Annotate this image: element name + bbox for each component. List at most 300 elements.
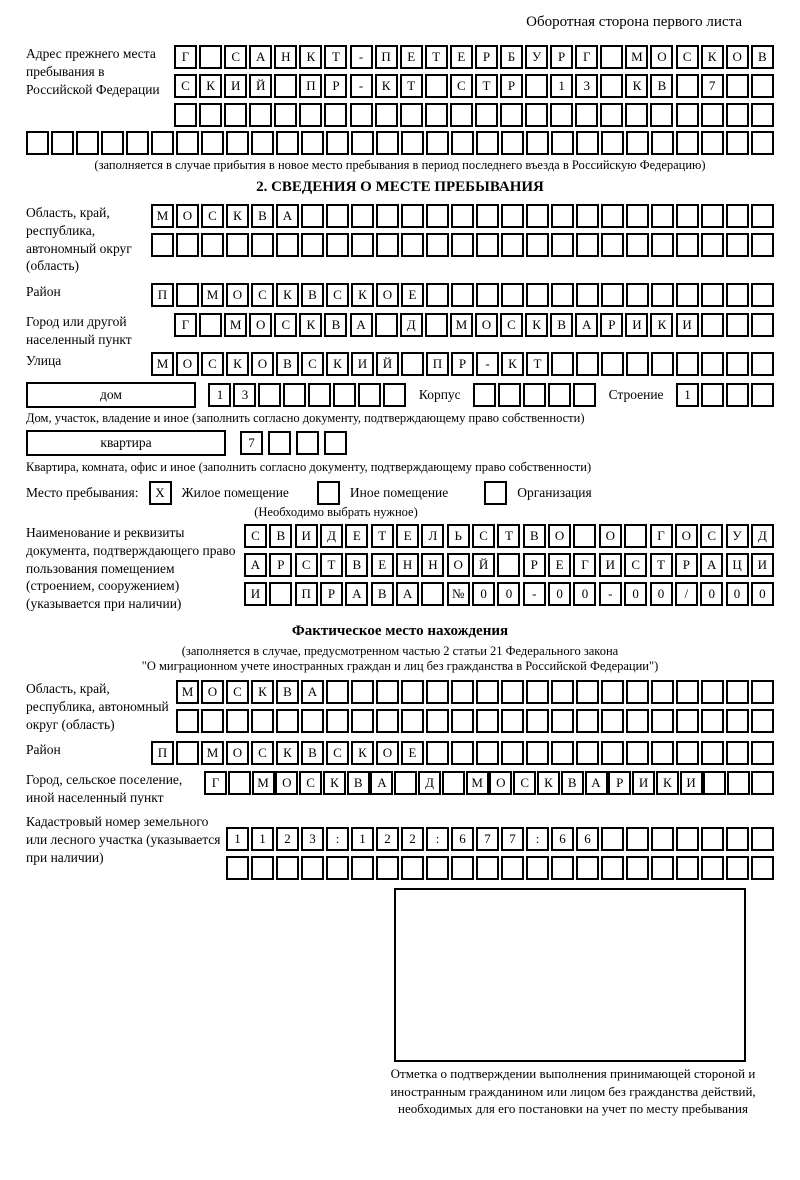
char-cell: 7: [701, 74, 724, 98]
char-cell: [426, 283, 449, 307]
mesto-note: (Необходимо выбрать нужное): [254, 504, 418, 519]
char-cell: [601, 283, 624, 307]
char-cell: [726, 74, 749, 98]
char-cell: [576, 680, 599, 704]
char-cell: [651, 352, 674, 376]
char-cell: О: [226, 741, 249, 765]
char-cell: [351, 204, 374, 228]
char-cell: В: [251, 204, 274, 228]
char-cell: :: [426, 827, 449, 851]
opt-inoe-label: Иное помещение: [349, 484, 449, 500]
char-cell: [551, 131, 574, 155]
char-cell: В: [276, 352, 299, 376]
dom-row: [26, 382, 774, 408]
cell-row-doc-1: [244, 524, 774, 548]
doc-label: Наименование и реквизиты документа, подтверждающего право пользования помещением (строением, сооружением) (указывается при наличии): [26, 524, 236, 612]
char-cell: С: [224, 45, 247, 69]
form-page: [26, 0, 774, 1118]
char-cell: К: [251, 680, 274, 704]
char-cell: 0: [548, 582, 571, 606]
char-cell: [426, 709, 449, 733]
fakt-raion-label: Район: [26, 742, 61, 758]
char-cell: С: [500, 313, 523, 337]
char-cell: [451, 233, 474, 257]
char-cell: [251, 856, 274, 880]
fakt-note1: (заполняется в случае, предусмотренном частью 2 статьи 21 Федерального закона: [181, 643, 619, 658]
char-cell: [626, 680, 649, 704]
char-cell: 6: [576, 827, 599, 851]
char-cell: П: [151, 283, 174, 307]
char-cell: Ь: [447, 524, 470, 548]
char-cell: [626, 131, 649, 155]
char-cell: [651, 131, 674, 155]
char-cell: [626, 352, 649, 376]
char-cell: О: [475, 313, 498, 337]
char-cell: Н: [396, 553, 419, 577]
char-cell: [301, 204, 324, 228]
char-cell: 7: [240, 431, 263, 455]
char-cell: 1: [226, 827, 249, 851]
char-cell: [199, 45, 222, 69]
char-cell: [226, 131, 249, 155]
cell-row-fakt-oblast-2: [176, 709, 774, 733]
char-cell: [701, 741, 724, 765]
char-cell: А: [301, 680, 324, 704]
char-cell: [676, 283, 699, 307]
dom-note: Дом, участок, владение и иное (заполнить согласно документу, подтверждающему право собственности): [26, 410, 585, 425]
char-cell: [651, 233, 674, 257]
char-cell: [676, 741, 699, 765]
char-cell: О: [489, 771, 512, 795]
char-cell: 1: [550, 74, 573, 98]
char-cell: С: [295, 553, 318, 577]
char-cell: И: [632, 771, 655, 795]
char-cell: :: [526, 827, 549, 851]
mesto-label: Место пребывания:: [26, 484, 139, 500]
char-cell: В: [269, 524, 292, 548]
char-cell: [651, 827, 674, 851]
char-cell: [576, 352, 599, 376]
char-cell: П: [295, 582, 318, 606]
char-cell: Т: [324, 45, 347, 69]
char-cell: [224, 103, 247, 127]
char-cell: [228, 771, 251, 795]
char-cell: [326, 204, 349, 228]
char-cell: [296, 431, 319, 455]
char-cell: К: [226, 352, 249, 376]
char-cell: [176, 233, 199, 257]
char-cell: [251, 233, 274, 257]
kvartira-row: [26, 430, 774, 456]
char-cell: [726, 131, 749, 155]
char-cell: А: [700, 553, 723, 577]
char-cell: [283, 383, 306, 407]
char-cell: [501, 856, 524, 880]
char-cell: [401, 352, 424, 376]
char-cell: [626, 827, 649, 851]
char-cell: -: [599, 582, 622, 606]
kvartira-cells: [240, 431, 347, 455]
char-cell: С: [299, 771, 322, 795]
char-cell: [351, 709, 374, 733]
char-cell: Д: [418, 771, 441, 795]
char-cell: [726, 103, 749, 127]
char-cell: В: [347, 771, 370, 795]
char-cell: [326, 233, 349, 257]
char-cell: К: [276, 741, 299, 765]
char-cell: О: [176, 352, 199, 376]
char-cell: [573, 383, 596, 407]
char-cell: Й: [376, 352, 399, 376]
char-cell: [476, 856, 499, 880]
char-cell: [576, 709, 599, 733]
char-cell: 0: [472, 582, 495, 606]
char-cell: [276, 856, 299, 880]
cell-row-kadastr-1: [226, 827, 774, 851]
cell-row-fakt-raion: [151, 741, 774, 765]
char-cell: Е: [400, 45, 423, 69]
field-gorod: [26, 313, 774, 349]
char-cell: [751, 352, 774, 376]
char-cell: Й: [249, 74, 272, 98]
char-cell: С: [251, 283, 274, 307]
char-cell: [394, 771, 417, 795]
char-cell: Д: [751, 524, 774, 548]
char-cell: [726, 827, 749, 851]
cell-row-raion: [151, 283, 774, 307]
char-cell: К: [199, 74, 222, 98]
char-cell: [651, 204, 674, 228]
field-fakt-oblast: [26, 680, 774, 733]
char-cell: [501, 283, 524, 307]
char-cell: М: [252, 771, 275, 795]
char-cell: [274, 103, 297, 127]
oblast-rows: [151, 204, 774, 257]
cell-row-fakt-oblast-1: [176, 680, 774, 704]
char-cell: Ц: [726, 553, 749, 577]
char-cell: И: [680, 771, 703, 795]
char-cell: [375, 103, 398, 127]
char-cell: [551, 283, 574, 307]
char-cell: [548, 383, 571, 407]
char-cell: /: [675, 582, 698, 606]
char-cell: Е: [548, 553, 571, 577]
char-cell: [751, 771, 774, 795]
char-cell: [501, 680, 524, 704]
char-cell: [498, 383, 521, 407]
char-cell: [501, 233, 524, 257]
char-cell: О: [599, 524, 622, 548]
char-cell: [526, 680, 549, 704]
char-cell: [383, 383, 406, 407]
char-cell: [451, 204, 474, 228]
char-cell: О: [251, 352, 274, 376]
char-cell: 0: [497, 582, 520, 606]
char-cell: О: [548, 524, 571, 548]
char-cell: К: [226, 204, 249, 228]
dom-cells: [208, 383, 406, 407]
char-cell: Т: [400, 74, 423, 98]
char-cell: [497, 553, 520, 577]
prev-address-rows: [174, 45, 774, 127]
char-cell: [426, 741, 449, 765]
section2-title: 2. СВЕДЕНИЯ О МЕСТЕ ПРЕБЫВАНИЯ: [256, 179, 544, 195]
char-cell: Р: [675, 553, 698, 577]
char-cell: [376, 233, 399, 257]
char-cell: М: [201, 741, 224, 765]
char-cell: [301, 856, 324, 880]
ulitsa-label: Улица: [26, 352, 62, 368]
char-cell: [576, 131, 599, 155]
char-cell: [376, 680, 399, 704]
char-cell: 7: [476, 827, 499, 851]
checkbox-org: [484, 481, 507, 505]
char-cell: 6: [551, 827, 574, 851]
field-ulitsa: [26, 352, 774, 376]
char-cell: [601, 233, 624, 257]
char-cell: Г: [174, 45, 197, 69]
char-cell: [525, 103, 548, 127]
char-cell: [651, 856, 674, 880]
char-cell: [26, 131, 49, 155]
char-cell: С: [450, 74, 473, 98]
char-cell: [701, 856, 724, 880]
cell-row-oblast-1: [151, 204, 774, 228]
char-cell: Т: [371, 524, 394, 548]
char-cell: [550, 103, 573, 127]
char-cell: [426, 131, 449, 155]
char-cell: С: [513, 771, 536, 795]
char-cell: [475, 103, 498, 127]
char-cell: [726, 352, 749, 376]
cell-row-prev-1: [174, 45, 774, 69]
char-cell: [526, 233, 549, 257]
char-cell: Г: [174, 313, 197, 337]
char-cell: [476, 741, 499, 765]
char-cell: [676, 103, 699, 127]
char-cell: [551, 204, 574, 228]
char-cell: Д: [400, 313, 423, 337]
char-cell: Р: [320, 582, 343, 606]
char-cell: Р: [523, 553, 546, 577]
field-oblast: [26, 204, 774, 275]
char-cell: С: [201, 204, 224, 228]
char-cell: 1: [351, 827, 374, 851]
char-cell: [751, 103, 774, 127]
cell-row-prev-2: [174, 74, 774, 98]
char-cell: [421, 582, 444, 606]
opt-org-label: Организация: [517, 484, 592, 500]
char-cell: А: [244, 553, 267, 577]
char-cell: А: [370, 771, 393, 795]
cell-row-doc-2: [244, 553, 774, 577]
char-cell: В: [650, 74, 673, 98]
char-cell: Е: [345, 524, 368, 548]
char-cell: [526, 283, 549, 307]
char-cell: С: [174, 74, 197, 98]
char-cell: К: [501, 352, 524, 376]
char-cell: [751, 383, 774, 407]
char-cell: [201, 233, 224, 257]
char-cell: [676, 204, 699, 228]
char-cell: [551, 680, 574, 704]
char-cell: [326, 131, 349, 155]
stroenie-label: Строение: [608, 386, 664, 402]
char-cell: [176, 741, 199, 765]
char-cell: [476, 283, 499, 307]
stamp-caption: Отметка о подтверждении выполнения принимающей стороной и иностранным гражданином или лицом без гражданства действий, необходимых для его постановки на учет по месту пребывания: [390, 1066, 756, 1117]
char-cell: [751, 74, 774, 98]
char-cell: [526, 131, 549, 155]
char-cell: 1: [208, 383, 231, 407]
char-cell: [268, 431, 291, 455]
char-cell: Г: [650, 524, 673, 548]
char-cell: [701, 827, 724, 851]
char-cell: [401, 131, 424, 155]
char-cell: О: [201, 680, 224, 704]
char-cell: [426, 204, 449, 228]
char-cell: [201, 131, 224, 155]
char-cell: 7: [501, 827, 524, 851]
char-cell: [651, 709, 674, 733]
char-cell: Е: [401, 283, 424, 307]
char-cell: Т: [497, 524, 520, 548]
char-cell: [401, 680, 424, 704]
char-cell: С: [251, 741, 274, 765]
korpus-cells: [473, 383, 596, 407]
char-cell: М: [466, 771, 489, 795]
char-cell: [249, 103, 272, 127]
fakt-gorod-label: Город, сельское поселение, иной населенный пункт: [26, 772, 183, 806]
char-cell: [551, 856, 574, 880]
char-cell: [651, 283, 674, 307]
char-cell: Р: [608, 771, 631, 795]
field-prev-address: [26, 45, 774, 127]
char-cell: С: [326, 283, 349, 307]
field-doc: [26, 524, 774, 613]
kvartira-box: квартира: [26, 430, 226, 456]
char-cell: П: [299, 74, 322, 98]
char-cell: 6: [451, 827, 474, 851]
char-cell: [376, 709, 399, 733]
char-cell: М: [176, 680, 199, 704]
char-cell: [324, 103, 347, 127]
char-cell: И: [351, 352, 374, 376]
char-cell: [573, 524, 596, 548]
char-cell: Л: [421, 524, 444, 548]
field-kadastr: [26, 813, 774, 880]
char-cell: У: [726, 524, 749, 548]
kadastr-rows: [226, 813, 774, 880]
char-cell: [726, 741, 749, 765]
char-cell: [624, 524, 647, 548]
char-cell: С: [326, 741, 349, 765]
char-cell: [676, 709, 699, 733]
char-cell: С: [301, 352, 324, 376]
char-cell: [451, 131, 474, 155]
cell-row-prev-3: [174, 103, 774, 127]
char-cell: П: [375, 45, 398, 69]
prev-address-label: Адрес прежнего места пребывания в Российской Федерации: [26, 46, 160, 97]
char-cell: 1: [251, 827, 274, 851]
char-cell: П: [426, 352, 449, 376]
char-cell: [484, 481, 507, 505]
char-cell: [726, 233, 749, 257]
char-cell: [151, 233, 174, 257]
char-cell: [651, 741, 674, 765]
char-cell: 3: [575, 74, 598, 98]
char-cell: К: [276, 283, 299, 307]
char-cell: В: [550, 313, 573, 337]
char-cell: [101, 131, 124, 155]
char-cell: К: [299, 313, 322, 337]
char-cell: [751, 709, 774, 733]
char-cell: :: [326, 827, 349, 851]
char-cell: [199, 313, 222, 337]
char-cell: [701, 709, 724, 733]
char-cell: [425, 74, 448, 98]
char-cell: П: [151, 741, 174, 765]
cell-row-ulitsa: [151, 352, 774, 376]
field-fakt-gorod: [26, 771, 774, 807]
cell-row-doc-3: [244, 582, 774, 606]
char-cell: О: [726, 45, 749, 69]
char-cell: И: [599, 553, 622, 577]
char-cell: С: [226, 680, 249, 704]
char-cell: У: [525, 45, 548, 69]
char-cell: [274, 74, 297, 98]
char-cell: К: [656, 771, 679, 795]
char-cell: А: [276, 204, 299, 228]
char-cell: [451, 283, 474, 307]
char-cell: [650, 103, 673, 127]
char-cell: Т: [526, 352, 549, 376]
char-cell: [751, 313, 774, 337]
char-cell: -: [350, 74, 373, 98]
char-cell: М: [151, 204, 174, 228]
char-cell: [426, 856, 449, 880]
char-cell: Р: [324, 74, 347, 98]
char-cell: [601, 827, 624, 851]
char-cell: [276, 233, 299, 257]
char-cell: [601, 709, 624, 733]
char-cell: 0: [650, 582, 673, 606]
char-cell: [701, 283, 724, 307]
char-cell: [308, 383, 331, 407]
char-cell: [442, 771, 465, 795]
char-cell: В: [301, 283, 324, 307]
char-cell: О: [226, 283, 249, 307]
char-cell: [176, 283, 199, 307]
char-cell: [726, 313, 749, 337]
char-cell: В: [301, 741, 324, 765]
char-cell: С: [244, 524, 267, 548]
char-cell: [269, 582, 292, 606]
char-cell: [676, 352, 699, 376]
char-cell: А: [585, 771, 608, 795]
char-cell: [476, 233, 499, 257]
char-cell: К: [323, 771, 346, 795]
char-cell: №: [447, 582, 470, 606]
char-cell: В: [371, 582, 394, 606]
char-cell: [176, 131, 199, 155]
char-cell: [626, 709, 649, 733]
char-cell: [523, 383, 546, 407]
char-cell: М: [450, 313, 473, 337]
char-cell: К: [650, 313, 673, 337]
char-cell: [576, 283, 599, 307]
char-cell: [476, 709, 499, 733]
